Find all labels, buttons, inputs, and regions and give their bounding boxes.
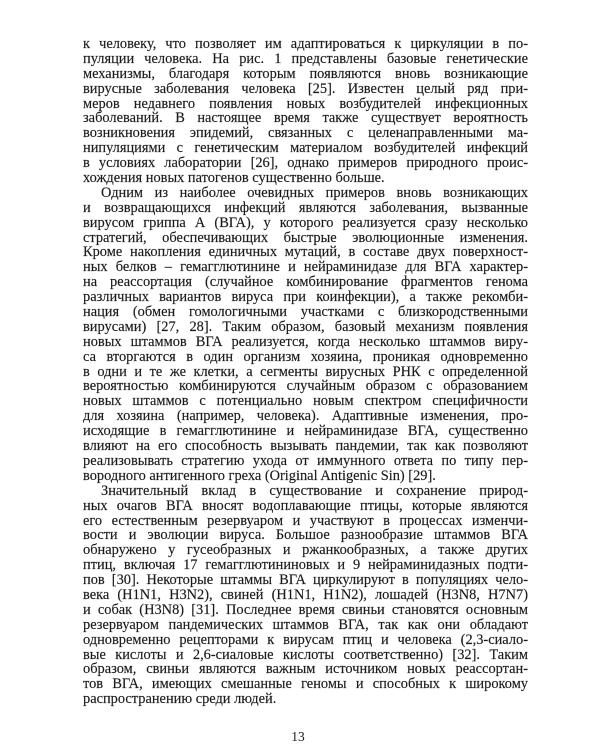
text-line: влияют на его способность вызывать пандемии, так как позволяют — [83, 438, 528, 455]
text-line: новых штаммов ВГА реализуется, когда несколько штаммов виру- — [83, 333, 528, 350]
text-line: его естественным резервуаром и участвуют в процессах изменчи- — [83, 512, 528, 529]
text-line: нация (обмен гомологичными участками с близкородственными — [83, 304, 528, 321]
text-line: заболеваний. В настоящее время также существует вероятность — [83, 110, 528, 127]
text-line: в условиях лаборатории [26], однако примеров природного проис- — [83, 155, 528, 172]
text-line: птиц, включая 17 гемагглютининовых и 9 нейраминидазных подти- — [83, 557, 528, 574]
text-line: Одним из наиболее очевидных примеров вновь возникающих — [101, 184, 528, 201]
text-line: пов [30]. Некоторые штаммы ВГА циркулируют в популяциях чело- — [83, 572, 528, 589]
text-line: одновременно рецепторами к вирусам птиц и человека (2,3-сиало- — [83, 631, 528, 648]
text-line: и возвращающихся инфекций являются заболевания, вызванные — [83, 199, 528, 216]
text-line: к человеку, что позволяет им адаптироваться к циркуляции в по- — [83, 36, 528, 52]
text-line: тов ВГА, имеющих смешанные геномы и способных к широкому — [83, 676, 528, 693]
text-line: в одни и те же клетки, а сегменты вирусных РНК с определенной — [83, 363, 528, 380]
text-line: Значительный вклад в существование и сохранение природ- — [101, 482, 528, 499]
text-line: резервуаром пандемических штаммов ВГА, так как они обладают — [83, 616, 528, 633]
paragraph-3 — [83, 484, 528, 707]
text-line: новых штаммов с потенциально новым спектром специфичности — [83, 393, 528, 410]
text-line: вирусные заболевания человека [25]. Известен целый ряд при- — [83, 80, 528, 97]
text-block — [83, 37, 528, 707]
text-line: са вторгаются в один организм хозяина, проникая одновременно — [83, 348, 528, 365]
text-line: пуляции человека. На рис. 1 представлены базовые генетические — [83, 50, 528, 67]
paragraph-1 — [83, 37, 528, 186]
text-line: вородного антигенного греха (Original Antigenic Sin) [29]. — [83, 467, 436, 484]
text-line: стратегий, обеспечивающих быстрые эволюционные изменения. — [83, 229, 528, 246]
text-line: вые кислоты и 2,6-сиаловые кислоты соответственно) [32]. Таким — [83, 646, 528, 663]
text-line: обнаружено у гусеобразных и ржанкообразных, а также других — [83, 542, 528, 559]
text-line: возникновения эпидемий, связанных с целенаправленными ма- — [83, 125, 528, 142]
text-line: различных вариантов вируса при коинфекции), а также рекомби- — [83, 289, 528, 306]
text-line: вости и эволюции вируса. Большое разнообразие штаммов ВГА — [83, 527, 528, 544]
text-line: хождения новых патогенов существенно больше. — [83, 170, 385, 187]
text-line: века (H1N1, H3N2), свиней (H1N1, H1N2), лошадей (H3N8, H7N7) — [83, 586, 528, 603]
text-line: ных очагов ВГА вносят водоплавающие птицы, которые являются — [83, 497, 528, 514]
text-line: распространению среди людей. — [83, 691, 277, 708]
text-line: для хозяина (например, человека). Адаптивные изменения, про- — [83, 408, 528, 425]
paragraph-2 — [83, 186, 528, 484]
text-line: на реассортация (случайное комбинирование фрагментов генома — [83, 274, 528, 291]
text-line: вирусами) [27, 28]. Таким образом, базовый механизм появления — [83, 318, 528, 335]
text-line: образом, свиньи являются важным источником новых реассортан- — [83, 661, 528, 678]
text-line: и собак (H3N8) [31]. Последнее время свиньи становятся основным — [83, 601, 528, 618]
text-line: ных белков – гемагглютинине и нейраминидазе для ВГА характер- — [83, 259, 528, 276]
text-line: реализовывать стратегию ухода от иммунного ответа по типу пер- — [83, 452, 528, 469]
text-line: вирусом гриппа А (ВГА), у которого реализуется сразу несколько — [83, 214, 528, 231]
text-line: меров недавнего появления новых возбудителей инфекционных — [83, 95, 528, 112]
text-line: нипуляциями с генетическим материалом возбудителей инфекций — [83, 140, 528, 157]
text-line: исходящие в гемагглютинине и нейраминидазе ВГА, существенно — [83, 423, 528, 440]
page-number: 13 — [291, 729, 305, 744]
text-line: вероятностью комбинируются случайным образом с образованием — [83, 378, 528, 395]
text-line: механизмы, благодаря которым появляются вновь возникающие — [83, 65, 528, 82]
text-line: Кроме накопления единичных мутаций, в составе двух поверхност- — [83, 244, 528, 261]
